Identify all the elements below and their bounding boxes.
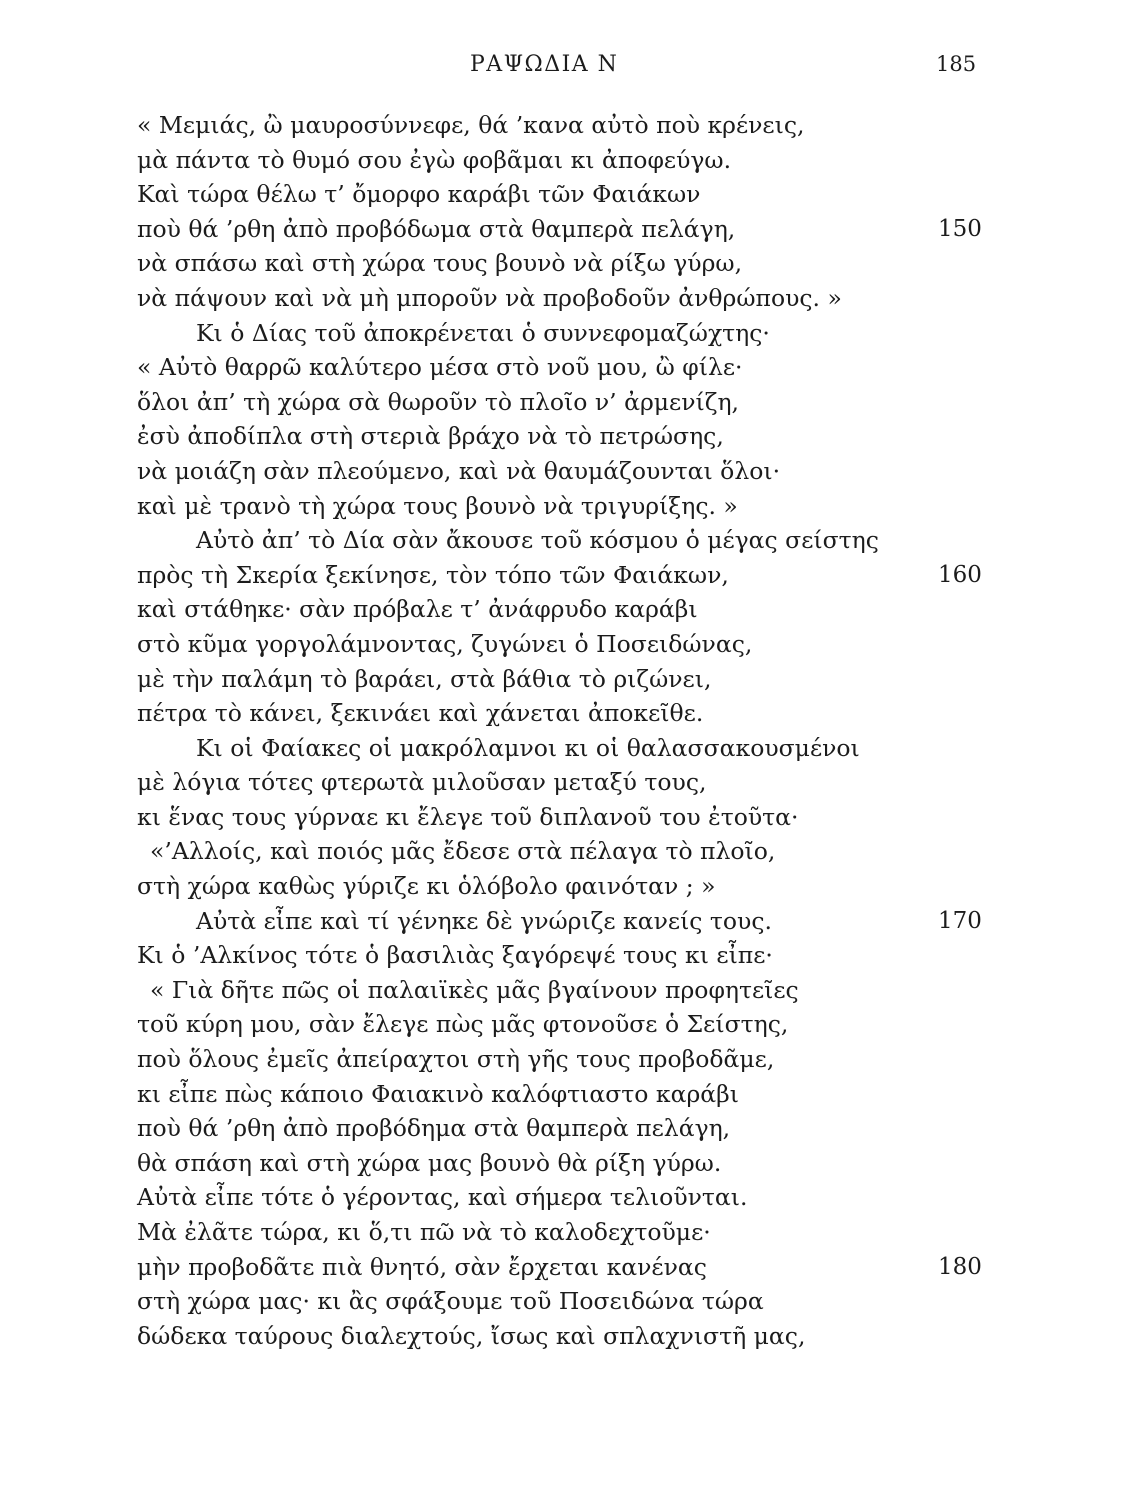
verse-text: καὶ στάθηκε· σὰν πρόβαλε τ’ ἀνάφρυδο καράβι xyxy=(137,595,698,624)
verse-line xyxy=(0,869,1142,904)
verse-text: Κι ὁ Δίας τοῦ ἀποκρένεται ὁ συννεφομαζώχτης· xyxy=(196,318,770,347)
verse-line xyxy=(0,489,1142,524)
verse-text: ποὺ θά ’ρθη ἀπὸ προβόδωμα στὰ θαμπερὰ πελάγη, xyxy=(137,214,736,243)
verse-text: μὲ τὴν παλάμη τὸ βαράει, στὰ βάθια τὸ ριζώνει, xyxy=(137,664,712,693)
page-number: 185 xyxy=(936,52,977,76)
verse-text: « Αὐτὸ θαρρῶ καλύτερο μέσα στὸ νοῦ μου, ὢ φίλε· xyxy=(137,353,743,382)
verse-line xyxy=(0,938,1142,973)
verse-line xyxy=(0,1007,1142,1042)
verse-text: στὸ κῦμα γοργολάμνοντας, ζυγώνει ὁ Ποσειδώνας, xyxy=(137,629,753,658)
verse-text: «’Αλλοίς, καὶ ποιός μᾶς ἔδεσε στὰ πέλαγα τὸ πλοῖο, xyxy=(150,837,776,866)
verse-line xyxy=(0,419,1142,454)
verse-text: πέτρα τὸ κάνει, ξεκινάει καὶ χάνεται ἀποκεῖθε. xyxy=(137,699,704,728)
verse-text: « Μεμιάς, ὢ μαυροσύννεφε, θά ’κανα αὐτὸ ποὺ κρένεις, xyxy=(137,111,805,139)
verse-line xyxy=(0,523,1142,558)
verse-text: νὰ πάψουν καὶ νὰ μὴ μποροῦν νὰ προβοδοῦν ἀνθρώπους. » xyxy=(137,283,842,312)
verse-text: « Γιὰ δῆτε πῶς οἱ παλαιϊκὲς μᾶς βγαίνουν προφητεῖες xyxy=(150,975,799,1004)
running-title: ΡΑΨΩΔΙΑ Ν xyxy=(470,52,619,77)
line-number: 180 xyxy=(938,1253,982,1280)
verse-line xyxy=(0,281,1142,316)
verse-line xyxy=(0,1042,1142,1077)
verse-line xyxy=(0,177,1142,212)
verse-line xyxy=(0,143,1142,178)
verse-line xyxy=(0,454,1142,489)
verse-text: μὰ πάντα τὸ θυμό σου ἐγὼ φοβᾶμαι κι ἀποφεύγω. xyxy=(137,145,732,174)
verse-line xyxy=(0,246,1142,281)
verse-line xyxy=(0,212,1142,247)
verse-text: Μὰ ἐλᾶτε τώρα, κι ὅ,τι πῶ νὰ τὸ καλοδεχτοῦμε· xyxy=(137,1218,711,1246)
verse-text: τοῦ κύρη μου, σὰν ἔλεγε πὼς μᾶς φτονοῦσε ὁ Σείστης, xyxy=(137,1010,789,1039)
verse-line xyxy=(0,1215,1142,1250)
verse-line xyxy=(0,592,1142,627)
verse-line xyxy=(0,1284,1142,1319)
verse-text: καὶ μὲ τρανὸ τὴ χώρα τους βουνὸ νὰ τριγυρίξης. » xyxy=(137,491,738,520)
verse-text: κι ἕνας τους γύρναε κι ἔλεγε τοῦ διπλανοῦ του ἐτοῦτα· xyxy=(137,802,799,831)
verse-text: ποὺ θά ’ρθη ἀπὸ προβόδημα στὰ θαμπερὰ πελάγη, xyxy=(137,1114,731,1143)
verse-line xyxy=(0,765,1142,800)
running-head xyxy=(0,52,1142,86)
verse-text: Κι οἱ Φαίακες οἱ μακρόλαμνοι κι οἱ θαλασσακουσμένοι xyxy=(196,733,860,762)
verse-text: στὴ χώρα μας· κι ἂς σφάξουμε τοῦ Ποσειδώνα τώρα xyxy=(137,1287,764,1316)
verse-text: μὲ λόγια τότες φτερωτὰ μιλοῦσαν μεταξύ τους, xyxy=(137,768,707,797)
line-number: 160 xyxy=(938,561,982,588)
verse-text: Κι ὁ ’Αλκίνος τότε ὁ βασιλιὰς ξαγόρεψέ τους κι εἶπε· xyxy=(137,941,773,970)
verse-text: κι εἶπε πὼς κάποιο Φαιακινὸ καλόφτιαστο καράβι xyxy=(137,1079,739,1108)
verse-line xyxy=(0,385,1142,420)
verse-text: θὰ σπάση καὶ στὴ χώρα μας βουνὸ θὰ ρίξη γύρω. xyxy=(137,1148,722,1177)
verse-line xyxy=(0,316,1142,351)
verse-line xyxy=(0,834,1142,869)
verse-line xyxy=(0,1111,1142,1146)
verse-line xyxy=(0,627,1142,662)
verse-line xyxy=(0,696,1142,731)
line-number: 170 xyxy=(938,907,982,934)
verse-text: στὴ χώρα καθὼς γύριζε κι ὁλόβολο φαινόταν ; » xyxy=(137,872,716,901)
verse-line xyxy=(0,350,1142,385)
verse-line xyxy=(0,800,1142,835)
verse-text: νὰ σπάσω καὶ στὴ χώρα τους βουνὸ νὰ ρίξω γύρω, xyxy=(137,249,743,278)
verse-block xyxy=(0,108,1142,1353)
verse-line xyxy=(0,904,1142,939)
verse-text: ποὺ ὅλους ἐμεῖς ἀπείραχτοι στὴ γῆς τους προβοδᾶμε, xyxy=(137,1045,775,1074)
verse-line xyxy=(0,558,1142,593)
verse-text: ὅλοι ἀπ’ τὴ χώρα σὰ θωροῦν τὸ πλοῖο ν’ ἀρμενίζη, xyxy=(137,387,740,416)
verse-text: Αὐτὰ εἶπε τότε ὁ γέροντας, καὶ σήμερα τελιοῦνται. xyxy=(137,1183,748,1212)
verse-line xyxy=(0,1180,1142,1215)
verse-text: Αὐτὸ ἀπ’ τὸ Δία σὰν ἄκουσε τοῦ κόσμου ὁ μέγας σείστης xyxy=(196,526,879,555)
line-number: 150 xyxy=(938,215,982,242)
verse-line xyxy=(0,731,1142,766)
verse-line xyxy=(0,108,1142,143)
verse-text: Καὶ τώρα θέλω τ’ ὄμορφο καράβι τῶν Φαιάκων xyxy=(137,180,701,209)
verse-line xyxy=(0,973,1142,1008)
verse-text: μὴν προβοδᾶτε πιὰ θνητό, σὰν ἔρχεται κανένας xyxy=(137,1252,707,1281)
verse-text: νὰ μοιάζη σὰν πλεούμενο, καὶ νὰ θαυμάζουνται ὅλοι· xyxy=(137,456,781,485)
verse-text: δώδεκα ταύρους διαλεχτούς, ἴσως καὶ σπλαχνιστῆ μας, xyxy=(137,1321,806,1350)
verse-line xyxy=(0,1319,1142,1354)
verse-line xyxy=(0,1250,1142,1285)
verse-text: Αὐτὰ εἶπε καὶ τί γένηκε δὲ γνώριζε κανείς τους. xyxy=(196,906,772,935)
verse-text: ἐσὺ ἀποδίπλα στὴ στεριὰ βράχο νὰ τὸ πετρώσης, xyxy=(137,422,724,451)
verse-text: πρὸς τὴ Σκερία ξεκίνησε, τὸν τόπο τῶν Φαιάκων, xyxy=(137,560,729,589)
verse-line xyxy=(0,1077,1142,1112)
verse-line xyxy=(0,662,1142,697)
verse-line xyxy=(0,1146,1142,1181)
